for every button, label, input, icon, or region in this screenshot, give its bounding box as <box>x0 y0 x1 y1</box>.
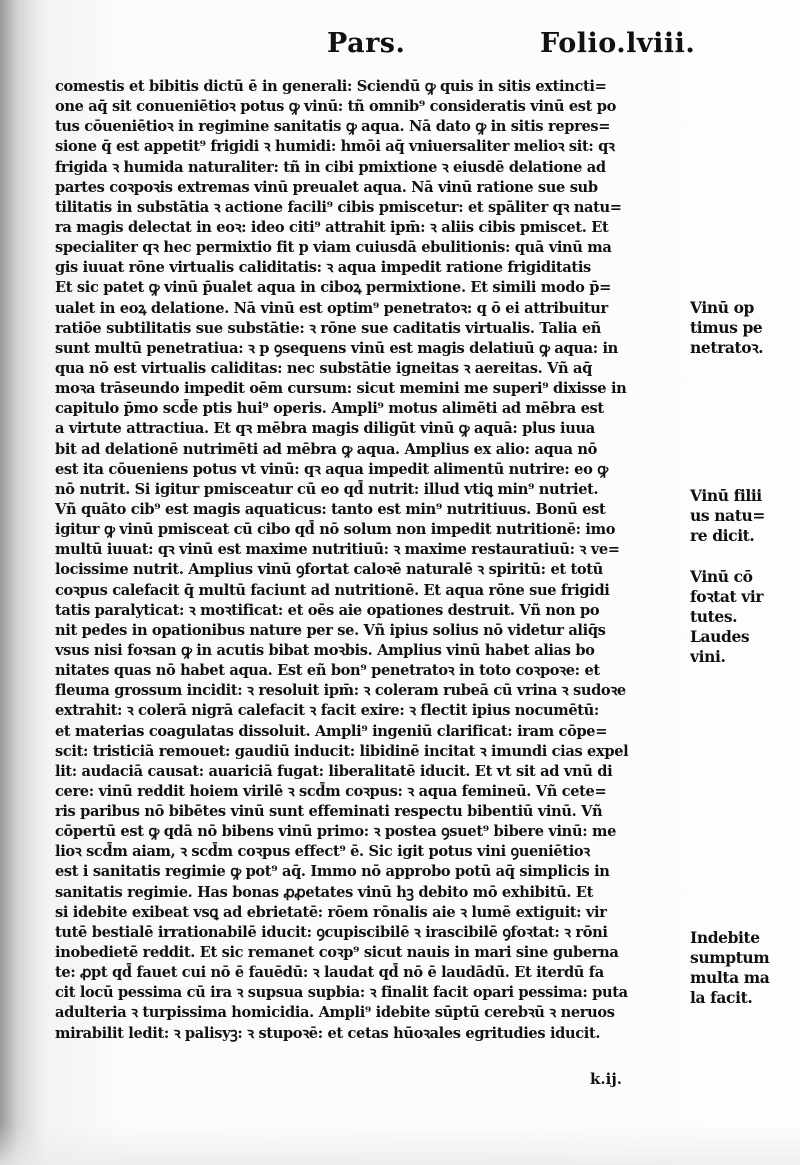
text-line: mirabilit ledit: ꝛ palisyꝫ: ꝛ stupoꝛē: et cetas hūoꝛales egritudies iducit. <box>55 1024 601 1042</box>
text-line: partes coꝛpoꝛis extremas vinū preualet aqua. Nā vinū ratione sue sub <box>55 178 598 196</box>
margin-note-line: Vinū cō <box>690 567 753 586</box>
margin-note-line: vini. <box>690 647 726 666</box>
margin-note-line: Vinū op <box>690 298 754 317</box>
text-line: lioꝛ scd̄m aiam, ꝛ scd̄m coꝛpus effect⁹ ē. Sic igit potus vini ꝯueniētioꝛ <box>55 843 590 861</box>
margin-note-line: multa ma <box>690 968 770 987</box>
text-line: tatis paralyticat: ꝛ moꝛtificat: et oēs aie opationes destruit. Vñ non po <box>55 601 600 619</box>
text-line: qua nō est virtualis caliditas: nec substātie igneitas ꝛ aereitas. Vñ aq̄ <box>55 359 593 377</box>
text-line: tus cōueniētioꝛ in regimine sanitatis ꝙ aqua. Nā dato ꝙ in sitis repres= <box>55 118 611 136</box>
text-line: Et sic patet ꝙ vinū p̄ualet aqua in ciboꝝ permixtione. Et simili modo p̄= <box>55 279 611 297</box>
text-line: nit pedes in opationibus nature per se. Vñ ipius solius nō videtur aliq̄s <box>55 621 606 639</box>
text-line: a virtute attractiua. Et qꝛ mēbra magis diligūt vinū ꝙ aquā: plus iuua <box>55 420 595 438</box>
text-line: one aq̄ sit conueniētioꝛ potus ꝙ vinū: tñ omnib⁹ consideratis vinū est po <box>55 98 616 116</box>
text-line: est ita cōueniens potus vt vinū: qꝛ aqua impedit alimentū nutrire: eo ꝙ <box>55 460 608 478</box>
main-text-block <box>55 77 685 1044</box>
text-line: si idebite exibeat vsꝗ ad ebrietatē: rōem rōnalis aie ꝛ lumē extiguit: vir <box>55 903 607 921</box>
text-line: nō nutrit. Si igitur pmisceatur cū eo qd̄ nutrit: illud vtiꝗ min⁹ nutriet. <box>55 480 599 498</box>
text-line: moꝛa trāseundo impedit oēm cursum: sicut memini me superi⁹ dixisse in <box>55 380 627 398</box>
text-line: capitulo p̄mo scd̄e ptis hui⁹ operis. Ampli⁹ motus alimēti ad mēbra est <box>55 400 604 418</box>
text-line: specialiter qꝛ hec permixtio fit p viam cuiusdā ebulitionis: quā vinū ma <box>55 239 612 257</box>
text-line: est i sanitatis regimie ꝙ pot⁹ aq̄. Immo nō approbo potū aq̄ simplicis in <box>55 863 610 881</box>
text-line: sunt multū penetratiua: ꝛ p ꝯsequens vinū est magis delatiuū ꝙ aqua: in <box>55 339 618 357</box>
text-line: bit ad delationē nutrimēti ad mēbra ꝙ aqua. Amplius ex alio: aqua nō <box>55 440 598 458</box>
text-line: et materias coagulatas dissoluit. Ampli⁹ ingeniū clarificat: iram cōpe= <box>55 722 608 740</box>
folio-number: Folio.lviii. <box>540 28 696 59</box>
text-line: te: ꝓpt qd̄ fauet cui nō ē fauēdū: ꝛ laudat qd̄ nō ē laudādū. Et iterdū fa <box>55 964 604 982</box>
text-line: locissime nutrit. Amplius vinū ꝯfortat caloꝛē naturalē ꝛ spiritū: et totū <box>55 561 603 579</box>
text-line: tilitatis in substātia ꝛ actione facili⁹ cibis pmiscetur: et spāliter qꝛ natu= <box>55 198 622 216</box>
margin-note-line: sumptum <box>690 948 770 967</box>
margin-note-line: tutes. <box>690 607 738 626</box>
text-line: coꝛpus calefacit q̄ multū faciunt ad nutritionē. Et aqua rōne sue frigidi <box>55 581 610 599</box>
margin-note-line: timus pe <box>690 318 763 337</box>
margin-note-line: Vinū filii <box>690 486 762 505</box>
margin-note-line: foꝛtat vir <box>690 587 764 606</box>
text-line: tutē bestialē irrationabilē iducit: ꝯcupiscibilē ꝛ irascibilē ꝯfoꝛtat: ꝛ rōni <box>55 923 608 941</box>
text-line: cere: vinū reddit hoiem virilē ꝛ scd̄m coꝛpus: ꝛ aqua femineū. Vñ cete= <box>55 782 607 800</box>
text-line: ris paribus nō bibētes vinū sunt effeminati respectu bibentiū vinū. Vñ <box>55 803 603 821</box>
text-line: sione q̄ est appetit⁹ frigidi ꝛ humidi: hmōi aq̄ vniuersaliter melioꝛ sit: qꝛ <box>55 138 615 156</box>
text-line: fleuma grossum incidit: ꝛ resoluit ipm̄: ꝛ coleram rubeā cū vrina ꝛ sudoꝛe <box>55 682 626 700</box>
text-line: igitur ꝙ vinū pmisceat cū cibo qd̄ nō solum non impedit nutritionē: imo <box>55 521 616 539</box>
text-line: sanitatis regimie. Has bonas ꝓꝓetates vinū hꝫ debito mō exhibitū. Et <box>55 883 593 901</box>
margin-note-line: Laudes <box>690 627 750 646</box>
text-line: inobedietē reddit. Et sic remanet coꝛp⁹ sicut nauis in mari sine guberna <box>55 944 619 962</box>
text-line: ra magis delectat in eoꝛ: ideo citi⁹ attrahit ipm̄: ꝛ aliis cibis pmiscet. Et <box>55 218 609 236</box>
text-line: comestis et bibitis dictū ē in generali: Sciendū ꝙ quis in sitis extincti= <box>55 78 607 95</box>
running-head-pars: Pars. <box>327 28 406 59</box>
margin-note-vinum-confortat <box>690 567 796 667</box>
text-line: nitates quas nō habet aqua. Est eñ bon⁹ penetratoꝛ in toto coꝛpoꝛe: et <box>55 662 600 680</box>
margin-note-line: la facit. <box>690 988 753 1007</box>
text-line: lit: audaciā causat: auariciā fugat: liberalitatē iducit. Et vt sit ad vnū di <box>55 762 613 780</box>
margin-note-line: Indebite <box>690 928 760 947</box>
margin-note-line: re dicit. <box>690 526 755 545</box>
text-line: extrahit: ꝛ colerā nigrā calefacit ꝛ facit exire: ꝛ flectit ipius nocumētū: <box>55 702 599 720</box>
text-line: Vñ quāto cib⁹ est magis aquaticus: tanto est min⁹ nutritiuus. Bonū est <box>55 500 606 518</box>
text-line: cit locū pessima cū ira ꝛ supsua supbia: ꝛ finalit facit opari pessima: puta <box>55 984 628 1002</box>
text-line: ratiōe subtilitatis sue substātie: ꝛ rōne sue caditatis virtualis. Talia eñ <box>55 319 602 337</box>
margin-note-vinum-filius <box>690 486 796 546</box>
margin-note-vinum-optimus <box>690 298 796 358</box>
text-line: frigida ꝛ humida naturaliter: tñ in cibi pmixtione ꝛ eiusdē delatione ad <box>55 158 606 176</box>
text-line: adulteria ꝛ turpissima homicidia. Ampli⁹ idebite sūptū cerebꝛū ꝛ neruos <box>55 1004 615 1022</box>
margin-note-line: netratoꝛ. <box>690 338 764 357</box>
text-line: cōpertū est ꝙ qdā nō bibens vinū primo: ꝛ postea ꝯsuet⁹ bibere vinū: me <box>55 823 617 841</box>
margin-note-line: us natu= <box>690 506 765 525</box>
text-line: scit: tristiciā remouet: gaudiū inducit: libidinē incitat ꝛ imundi cias expel <box>55 742 629 760</box>
text-line: vsus nisi foꝛsan ꝙ in acutis bibat moꝛbis. Amplius vinū habet alias bo <box>55 641 595 659</box>
margin-note-indebite <box>690 928 796 1008</box>
signature-mark: k.ij. <box>590 1070 622 1088</box>
page-shadow <box>0 1125 800 1165</box>
text-line: multū iuuat: qꝛ vinū est maxime nutritiuū: ꝛ maxime restauratiuū: ꝛ ve= <box>55 541 620 559</box>
text-line: ualet in eoꝝ delatione. Nā vinū est optim⁹ penetratoꝛ: q ō ei attribuitur <box>55 299 608 317</box>
text-line: gis iuuat rōne virtualis caliditatis: ꝛ aqua impedit ratione frigiditatis <box>55 259 591 277</box>
